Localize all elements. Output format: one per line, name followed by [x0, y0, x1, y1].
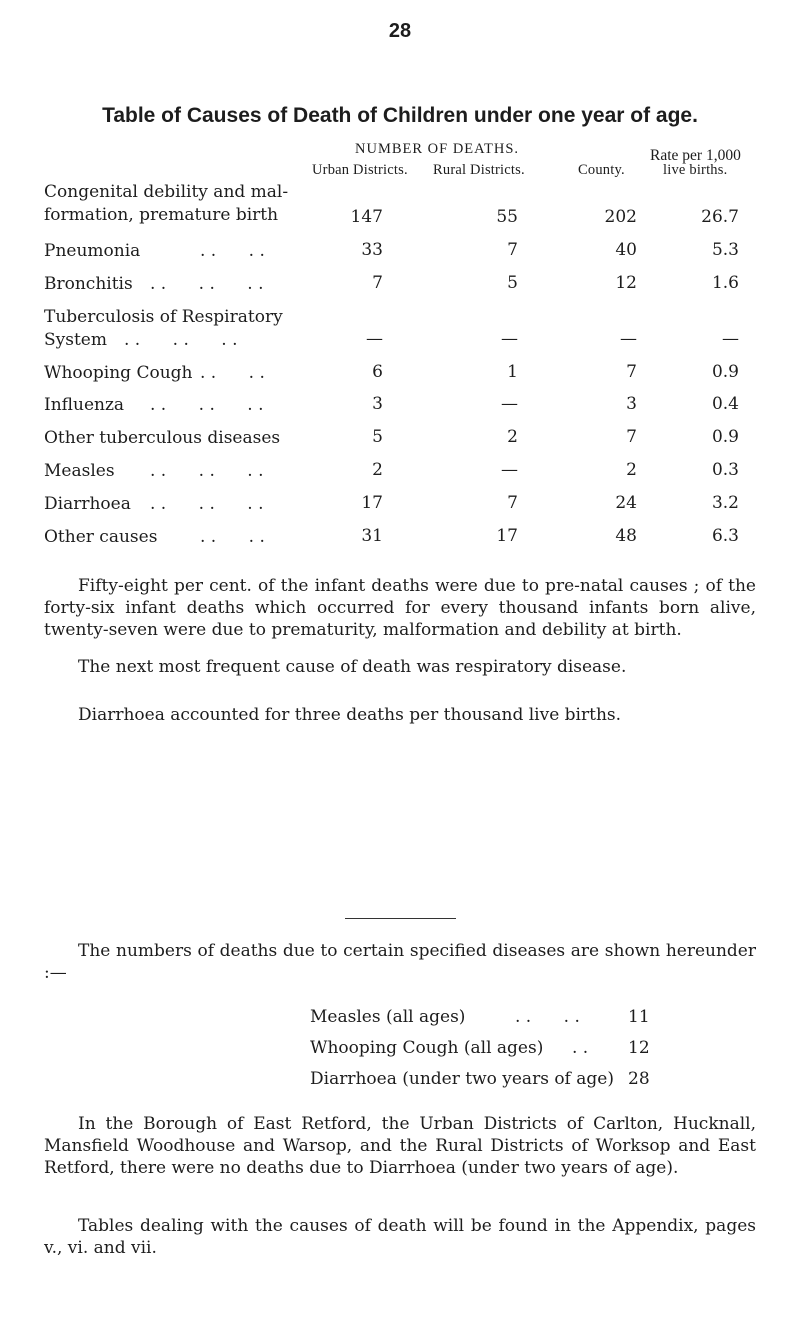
column-header-county: County. [578, 162, 625, 178]
row-leader-dots: . . . . [200, 241, 265, 261]
cell-county: 12 [615, 273, 637, 293]
cell-county: 202 [604, 207, 637, 227]
cell-rural: — [501, 329, 518, 349]
cell-rural: 55 [496, 207, 518, 227]
row-leader-dots: . . . . . . [150, 274, 264, 294]
cell-rural: 1 [507, 362, 518, 382]
row-leader-dots: . . . . . . [150, 461, 264, 481]
list-item [310, 1069, 730, 1097]
row-label: Measles [44, 461, 115, 481]
row-label: Other causes [44, 527, 158, 547]
cell-county: — [620, 329, 637, 349]
row-label-line2: formation, premature birth [44, 205, 279, 225]
cell-rate: 26.7 [701, 207, 739, 227]
cell-rate: 0.9 [711, 427, 739, 447]
list-item [310, 1007, 730, 1035]
cell-county: 48 [615, 526, 637, 546]
list-item-label: Whooping Cough (all ages) [310, 1038, 544, 1058]
list-leader-dots: . . . . [515, 1007, 580, 1027]
section-divider [345, 918, 456, 919]
list-leader-dots: . . [572, 1038, 589, 1058]
cell-rate: 0.4 [711, 394, 739, 414]
cell-urban: 31 [361, 526, 383, 546]
list-item-value: 11 [628, 1007, 650, 1027]
list-item [310, 1038, 730, 1066]
cell-rural: 7 [507, 240, 518, 260]
column-header-rate-line2: live births. [663, 162, 728, 178]
cell-rate: 0.3 [711, 460, 739, 480]
cell-urban: 5 [372, 427, 383, 447]
page-number: 28 [388, 20, 412, 42]
cell-urban: 6 [372, 362, 383, 382]
cell-county: 7 [626, 427, 637, 447]
paragraph-prenatal-causes: Fifty-eight per cent. of the infant deaths were due to pre-natal causes ; of the forty-six infant deaths which occurred for every thousand infants born alive, twenty-seven were due to prematurity, malformation and debility at birth. [44, 576, 756, 640]
list-item-value: 28 [628, 1069, 650, 1089]
table-title: Table of Causes of Death of Children under one year of age. [102, 104, 698, 127]
column-header-urban: Urban Districts. [312, 162, 408, 178]
cell-county: 2 [626, 460, 637, 480]
cell-rural: — [501, 394, 518, 414]
paragraph-no-diarrhoea-deaths: In the Borough of East Retford, the Urban Districts of Carlton, Hucknall, Mansfield Woodhouse and Warsop, and the Rural Districts of Worksop and East Retford, there were no deaths due to Diarrhoea (under two years of age). [44, 1114, 756, 1178]
row-leader-dots: . . . . . . [150, 395, 264, 415]
column-header-rural: Rural Districts. [433, 162, 525, 178]
cell-county: 3 [626, 394, 637, 414]
paragraph-appendix-reference: Tables dealing with the causes of death will be found in the Appendix, pages v., vi. and vii. [44, 1216, 756, 1258]
cell-rate: 1.6 [711, 273, 739, 293]
column-header-rate-line1: Rate per 1,000 [650, 147, 741, 164]
cell-county: 40 [615, 240, 637, 260]
cell-rate: 3.2 [711, 493, 739, 513]
cell-rural: 5 [507, 273, 518, 293]
cell-rural: 7 [507, 493, 518, 513]
cell-rate: — [722, 329, 739, 349]
list-item-label: Measles (all ages) [310, 1007, 466, 1027]
row-leader-dots: . . . . . . [150, 494, 264, 514]
cell-county: 24 [615, 493, 637, 513]
row-leader-dots: . . . . [200, 527, 265, 547]
cell-rural: 2 [507, 427, 518, 447]
cell-rural: — [501, 460, 518, 480]
cell-urban: — [366, 329, 383, 349]
row-label: Whooping Cough [44, 363, 193, 383]
row-leader-dots: . . . . . . [124, 330, 238, 350]
cell-urban: 33 [361, 240, 383, 260]
cell-rate: 5.3 [711, 240, 739, 260]
paragraph-respiratory: The next most frequent cause of death was respiratory disease. [78, 657, 627, 677]
row-label: Diarrhoea [44, 494, 131, 514]
cell-urban: 147 [350, 207, 383, 227]
cell-urban: 17 [361, 493, 383, 513]
cell-rate: 0.9 [711, 362, 739, 382]
row-label: Other tuberculous diseases [44, 428, 281, 448]
cell-urban: 3 [372, 394, 383, 414]
list-item-value: 12 [628, 1038, 650, 1058]
row-leader-dots: . . . . [200, 363, 265, 383]
row-label-line1: Congenital debility and mal- [44, 182, 289, 202]
row-label: Influenza [44, 395, 125, 415]
paragraph-specified-intro: The numbers of deaths due to certain specified diseases are shown hereunder :— [44, 941, 756, 983]
number-of-deaths-header: NUMBER OF DEATHS. [355, 141, 520, 157]
row-label: Bronchitis [44, 274, 133, 294]
row-label-line2: System [44, 330, 107, 350]
paragraph-diarrhoea: Diarrhoea accounted for three deaths per thousand live births. [78, 705, 622, 725]
row-label: Pneumonia [44, 241, 141, 261]
cell-rate: 6.3 [711, 526, 739, 546]
cell-urban: 7 [372, 273, 383, 293]
cell-urban: 2 [372, 460, 383, 480]
cell-county: 7 [626, 362, 637, 382]
cell-rural: 17 [496, 526, 518, 546]
row-label-line1: Tuberculosis of Respiratory [44, 307, 283, 327]
list-item-label: Diarrhoea (under two years of age) [310, 1069, 614, 1089]
